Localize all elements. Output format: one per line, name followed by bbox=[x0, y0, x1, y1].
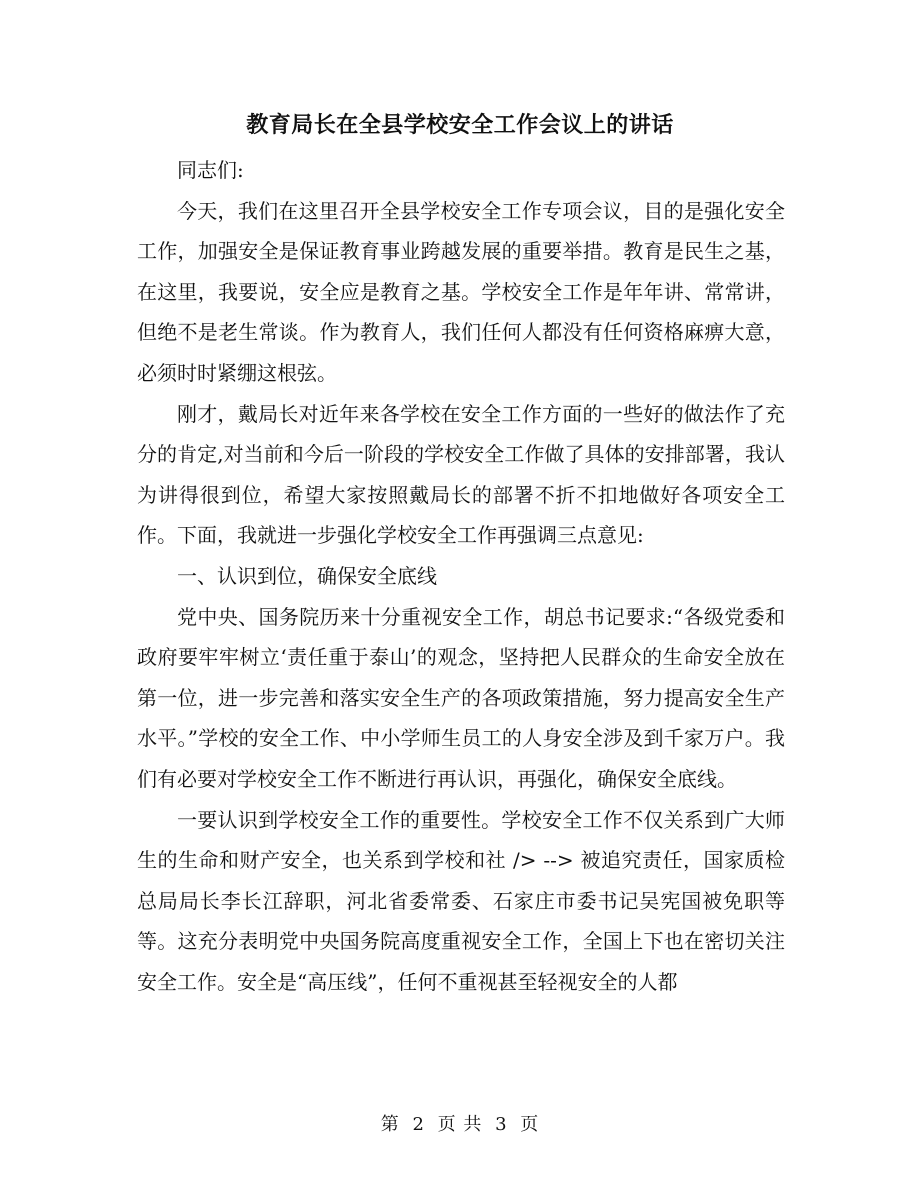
page-label-prefix: 第 bbox=[380, 1114, 400, 1135]
page-number-footer bbox=[0, 1110, 920, 1136]
page-label-mid: 页 共 bbox=[437, 1114, 483, 1135]
salutation: 同志们: bbox=[177, 158, 244, 182]
total-pages-number: 3 bbox=[495, 1114, 508, 1135]
section-heading-1: 一、认识到位，确保安全底线 bbox=[177, 563, 437, 588]
page-label-suffix: 页 bbox=[520, 1114, 540, 1135]
paragraph-3: 党中央、国务院历来十分重视安全工作，胡总书记要求:“各级党委和政府要牢牢树立‘责任重于泰山’的观念，坚持把人民群众的生命安全放在第一位，进一步完善和落实安全生产的各项政策措施，努力提高安全生产水平。”学校的安全工作、中小学师生员工的人身安全涉及到千家万户。我们有必要对学校安全工作不断进行再认识，再强化，确保安全底线。 bbox=[137, 604, 785, 791]
paragraph-2: 刚才，戴局长对近年来各学校在安全工作方面的一些好的做法作了充分的肯定,对当前和今后一阶段的学校安全工作做了具体的安排部署，我认为讲得很到位，希望大家按照戴局长的部署不折不扣地做好各项安全工作。下面，我就进一步强化学校安全工作再强调三点意见: bbox=[137, 401, 785, 548]
paragraph-1: 今天，我们在这里召开全县学校安全工作专项会议，目的是强化安全工作，加强安全是保证教育事业跨越发展的重要举措。教育是民生之基，在这里，我要说，安全应是教育之基。学校安全工作是年年讲、常常讲，但绝不是老生常谈。作为教育人，我们任何人都没有任何资格麻痹大意，必须时时紧绷这根弦。 bbox=[137, 198, 785, 385]
paragraph-4: 一要认识到学校安全工作的重要性。学校安全工作不仅关系到广大师生的生命和财产安全，也关系到学校和社 /> --> 被追究责任，国家质检总局局长李长江辞职，河北省委常委、石家庄市委书记吴宪国被免职等等。这充分表明党中央国务院高度重视安全工作，全国上下也在密切关注安全工作。安全是“高压线”，任何不重视甚至轻视安全的人都 bbox=[137, 807, 785, 994]
current-page-number: 2 bbox=[412, 1114, 425, 1135]
document-title: 教育局长在全县学校安全工作会议上的讲话 bbox=[246, 113, 674, 138]
document-body bbox=[137, 150, 785, 1002]
